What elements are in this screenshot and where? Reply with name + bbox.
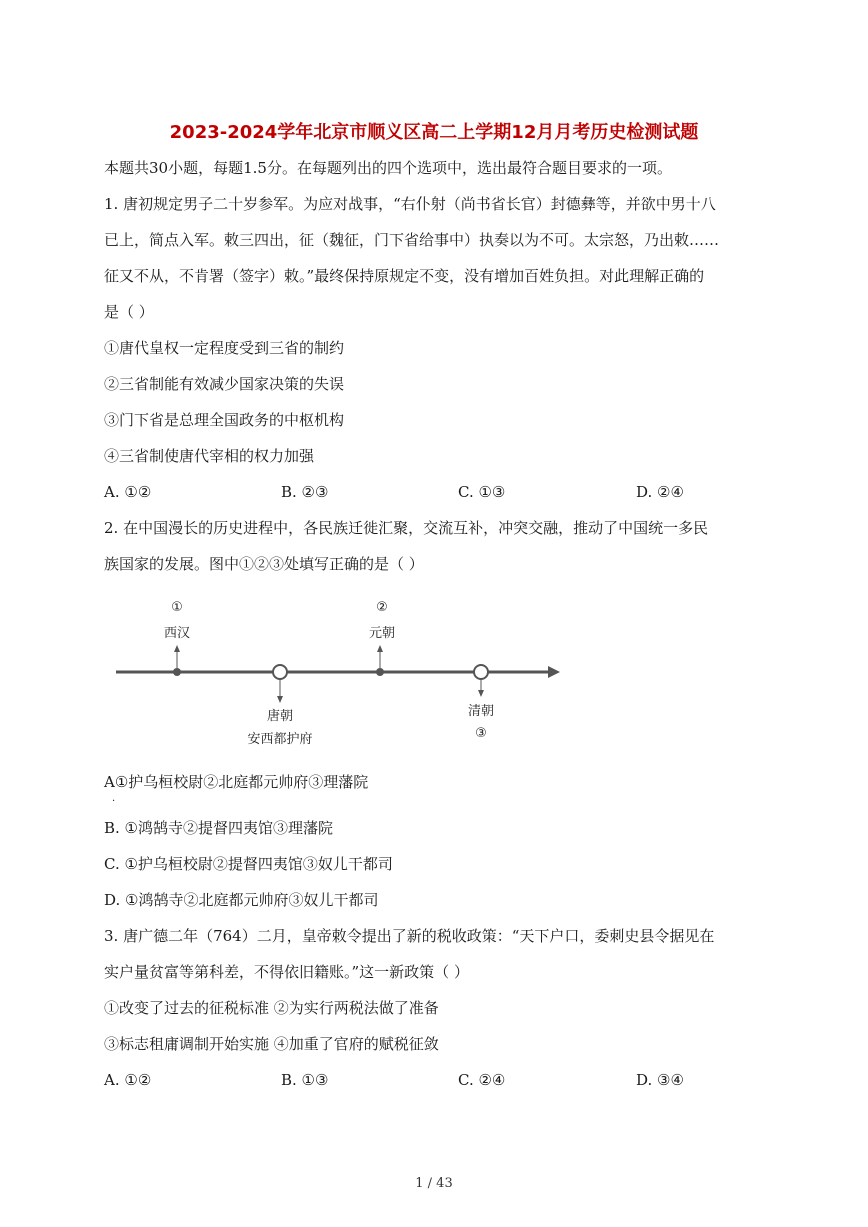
page-number: 1 / 43 xyxy=(415,1176,453,1191)
timeline-marker-1: ① xyxy=(171,600,183,615)
timeline-diagram xyxy=(110,592,570,752)
q1-line-4: 是（ ） xyxy=(104,303,154,321)
q2-stray-dot: · xyxy=(112,796,116,807)
q3-line-2: 实户量贫富等第科差，不得依旧籍账。”这一新政策（ ） xyxy=(104,963,469,981)
q1-statement-4: ④三省制使唐代宰相的权力加强 xyxy=(104,447,315,465)
timeline-point-qing xyxy=(474,665,488,679)
q1-line-3: 征又不从，不肯署（签字）敕。”最终保持原规定不变，没有增加百姓负担。对此理解正确的 xyxy=(104,267,705,285)
q1-option-c: C. ①③ xyxy=(458,483,506,501)
q2-option-a: A①护乌桓校尉②北庭都元帅府③理藩院 xyxy=(104,773,369,791)
timeline-arrowhead xyxy=(548,666,560,678)
q1-option-a: A. ①② xyxy=(104,483,152,501)
timeline-label-tang: 唐朝 xyxy=(266,709,294,724)
timeline-label-xihan: 西汉 xyxy=(163,626,191,641)
timeline-marker-3: ③ xyxy=(475,726,487,741)
timeline-point-yuan xyxy=(376,668,384,676)
q1-statement-3: ③门下省是总理全国政务的中枢机构 xyxy=(104,411,345,429)
page-title: 2023-2024学年北京市顺义区高二上学期12月月考历史检测试题 xyxy=(169,122,699,143)
q3-option-b: B. ①③ xyxy=(281,1071,329,1089)
q1-line-2: 已上，简点入军。敕三四出，征（魏征，门下省给事中）执奏以为不可。太宗怒，乃出敕…… xyxy=(104,231,720,249)
q1-statement-1: ①唐代皇权一定程度受到三省的制约 xyxy=(104,339,345,357)
timeline-label-qing: 清朝 xyxy=(467,704,495,719)
timeline-point-xihan xyxy=(173,668,181,676)
q3-line-1: 3. 唐广德二年（764）二月，皇帝敕令提出了新的税收政策：“天下户口，委刺史县令据见在 xyxy=(104,927,715,945)
q1-statement-2: ②三省制能有效减少国家决策的失误 xyxy=(104,375,345,393)
timeline-marker-2: ② xyxy=(376,600,388,615)
q3-option-a: A. ①② xyxy=(104,1071,152,1089)
q2-line-2: 族国家的发展。图中①②③处填写正确的是（ ） xyxy=(104,555,424,573)
q2-option-d: D. ①鸿鹄寺②北庭都元帅府③奴儿干都司 xyxy=(104,891,379,909)
q1-option-b: B. ②③ xyxy=(281,483,329,501)
q2-option-b: B. ①鸿鹄寺②提督四夷馆③理藩院 xyxy=(104,819,334,837)
q1-line-1: 1. 唐初规定男子二十岁参军。为应对战事，“右仆射（尚书省长官）封德彝等，并欲中男十八 xyxy=(104,195,716,213)
intro-text: 本题共30小题，每题1.5分。在每题列出的四个选项中，选出最符合题目要求的一项。 xyxy=(104,159,672,177)
q3-statements-1: ①改变了过去的征税标准 ②为实行两税法做了准备 xyxy=(104,999,439,1017)
q3-option-c: C. ②④ xyxy=(458,1071,506,1089)
q1-option-d: D. ②④ xyxy=(636,483,684,501)
timeline-sub-anxi: 安西都护府 xyxy=(247,732,313,747)
q3-statements-2: ③标志租庸调制开始实施 ④加重了官府的赋税征敛 xyxy=(104,1035,439,1053)
q2-line-1: 2. 在中国漫长的历史进程中，各民族迁徙汇聚，交流互补，冲突交融，推动了中国统一多民 xyxy=(104,519,709,537)
q3-option-d: D. ③④ xyxy=(636,1071,684,1089)
timeline-point-tang xyxy=(273,665,287,679)
timeline-label-yuan: 元朝 xyxy=(368,626,396,641)
q2-option-c: C. ①护乌桓校尉②提督四夷馆③奴儿干都司 xyxy=(104,855,393,873)
